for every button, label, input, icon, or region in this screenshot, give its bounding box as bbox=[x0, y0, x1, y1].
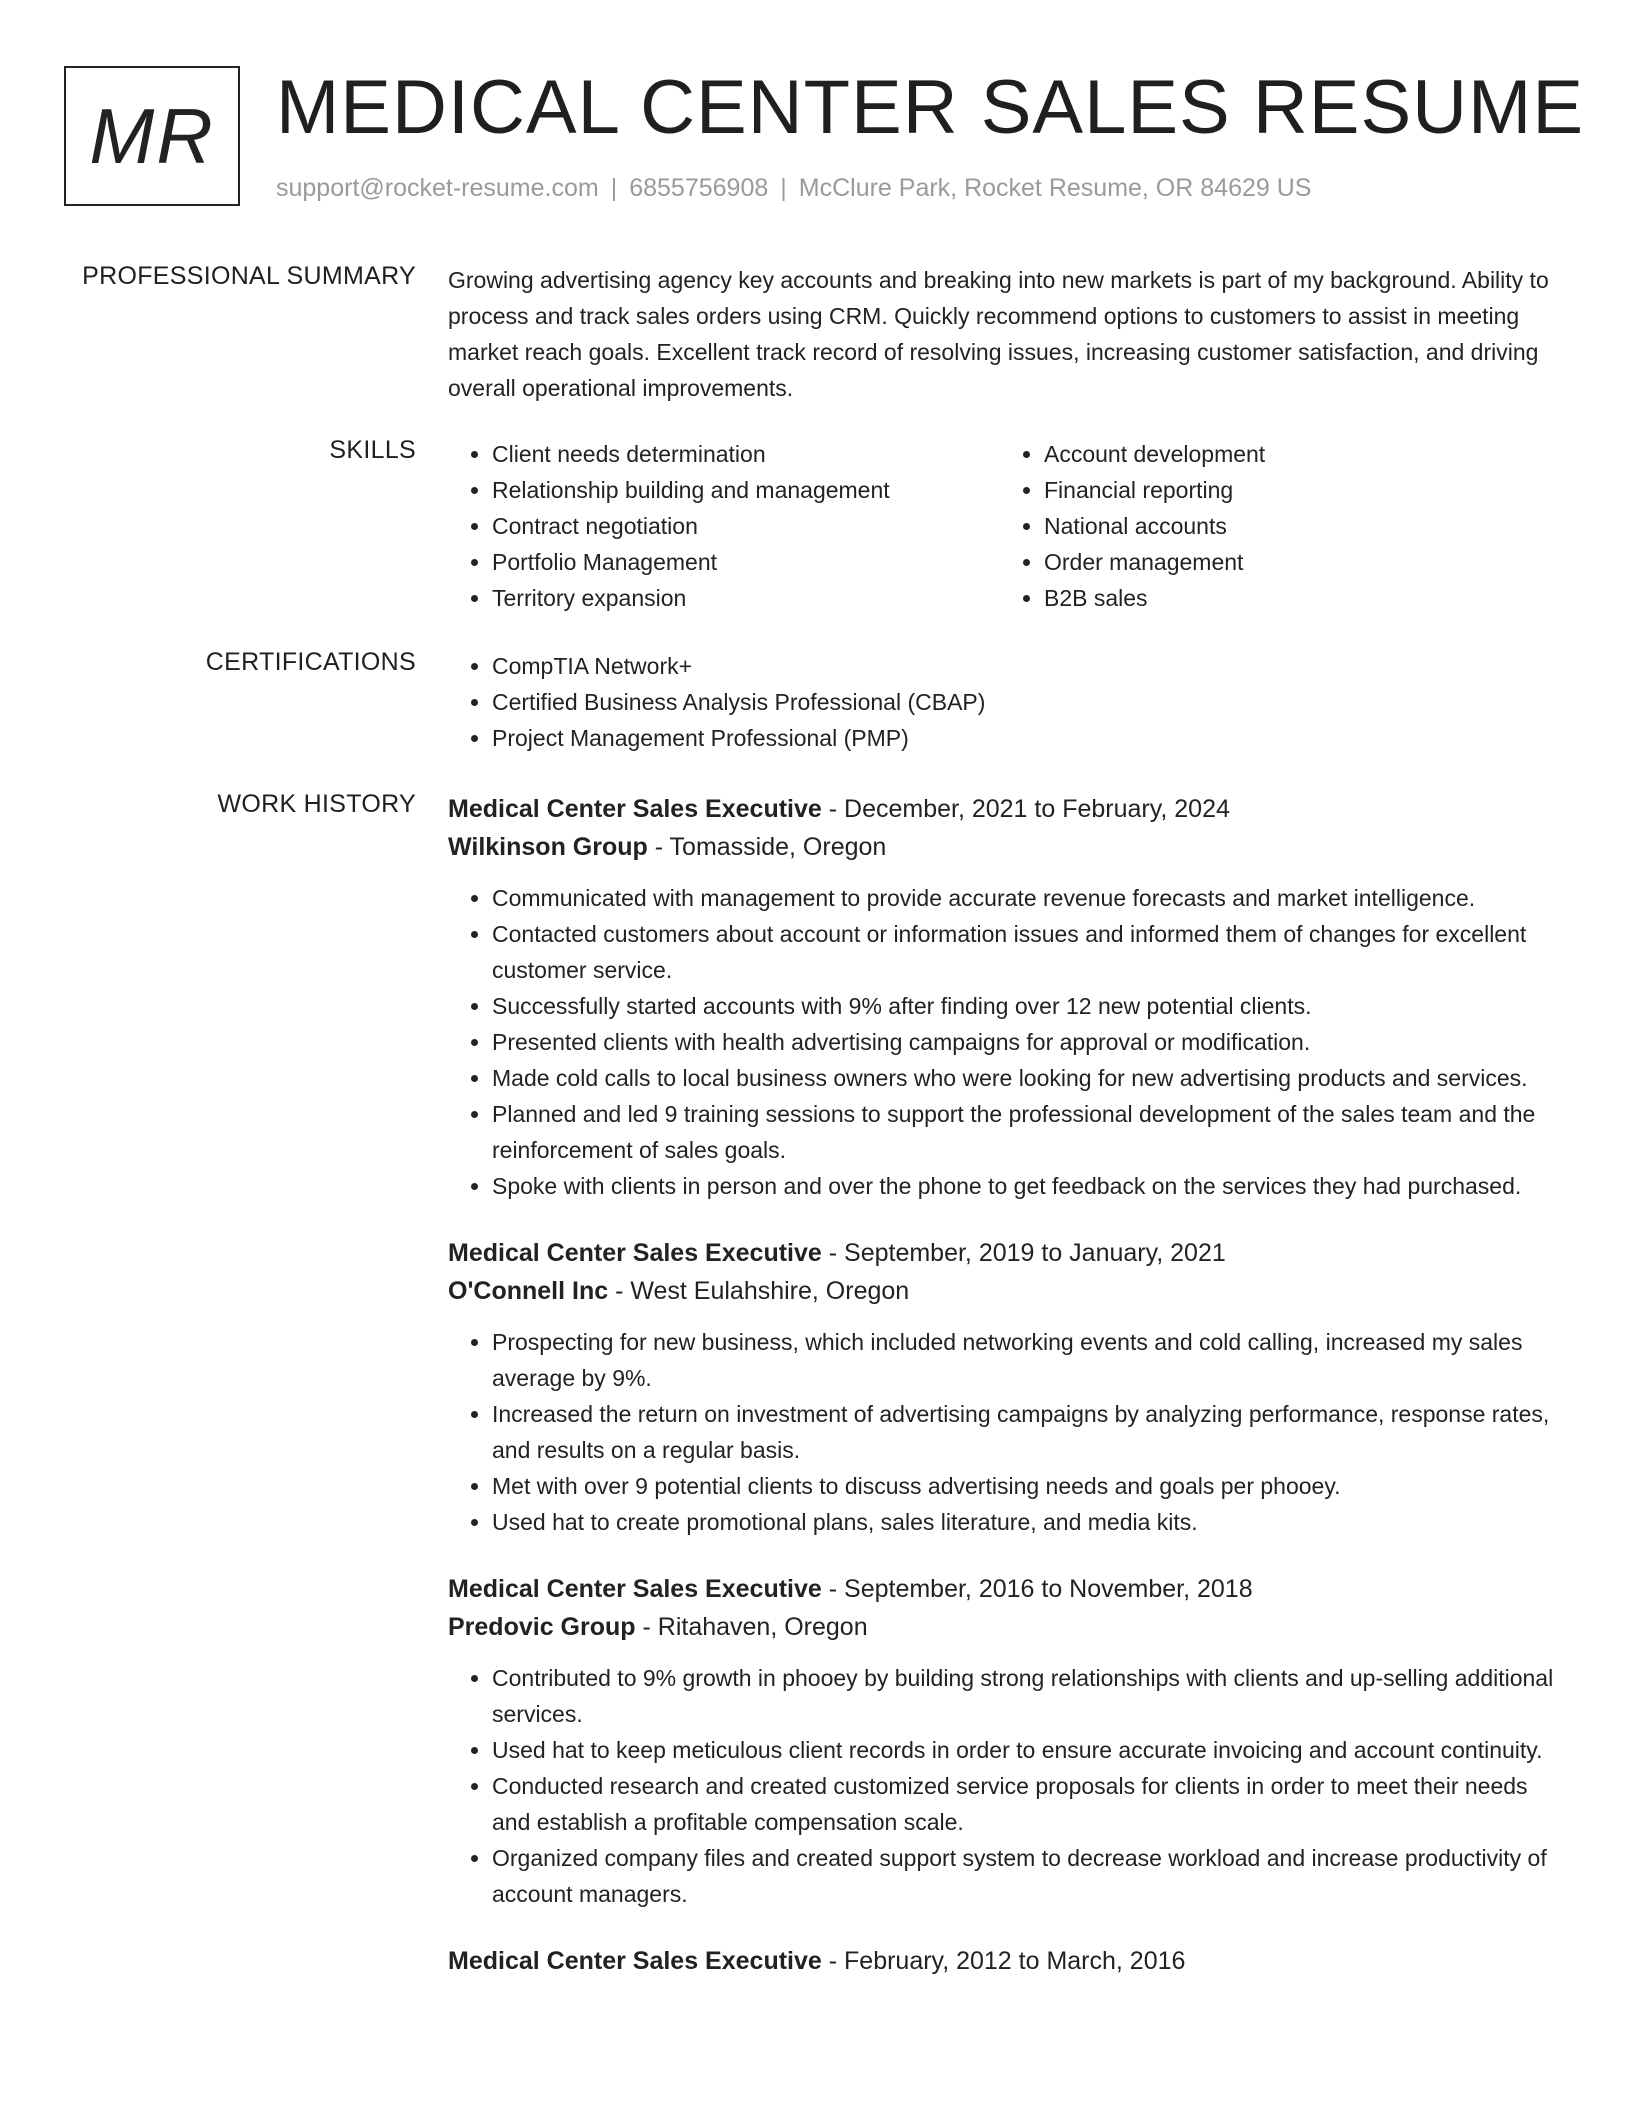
job-bullet: • Increased the return on investment of advertising campaigns by analyzing performance, response rates, and results on a regular basis. bbox=[492, 1396, 1568, 1468]
job-title: Medical Center Sales Executive bbox=[448, 1947, 822, 1975]
job-title: Medical Center Sales Executive bbox=[448, 1575, 822, 1603]
job-bullet: • Met with over 9 potential clients to discuss advertising needs and goals per phooey. bbox=[492, 1468, 1568, 1504]
job-bullet: • Used hat to keep meticulous client records in order to ensure accurate invoicing and account continuity. bbox=[492, 1732, 1568, 1768]
job-dates: - February, 2012 to March, 2016 bbox=[821, 1947, 1186, 1975]
job-company: O'Connell Inc bbox=[448, 1277, 609, 1305]
skill-item: • Relationship building and management bbox=[492, 472, 1000, 508]
job-bullets bbox=[448, 880, 1568, 1204]
job-bullet: • Successfully started accounts with 9% after finding over 12 new potential clients. bbox=[492, 988, 1568, 1024]
job-bullet: • Contributed to 9% growth in phooey by building strong relationships with clients and up-selling additional services. bbox=[492, 1660, 1568, 1732]
job-location: - Ritahaven, Oregon bbox=[635, 1613, 868, 1641]
skills-column-right bbox=[1000, 436, 1552, 616]
job-dates: - December, 2021 to February, 2024 bbox=[821, 795, 1230, 823]
job-location: - Tomasside, Oregon bbox=[647, 833, 887, 861]
job-dates: - September, 2019 to January, 2021 bbox=[821, 1239, 1226, 1267]
job-bullet: • Conducted research and created customized service proposals for clients in order to meet their needs and establish a profitable compensation scale. bbox=[492, 1768, 1568, 1840]
certification-item: • Certified Business Analysis Professional (CBAP) bbox=[492, 684, 1568, 720]
skill-item: • Territory expansion bbox=[492, 580, 1000, 616]
job-bullet: • Prospecting for new business, which included networking events and cold calling, increased my sales average by 9%. bbox=[492, 1324, 1568, 1396]
monogram-logo: MR bbox=[64, 66, 240, 206]
summary-text: Growing advertising agency key accounts and breaking into new markets is part of my background. Ability to process and track sales orders using CRM. Quickly recommend options to customers to assist in meeting market reach goals. Excellent track record of resolving issues, increasing customer satisfaction, and driving overall operational improvements. bbox=[448, 267, 1549, 401]
skill-item: • Contract negotiation bbox=[492, 508, 1000, 544]
contact-separator: | bbox=[780, 174, 787, 202]
skill-item: • Order management bbox=[1044, 544, 1552, 580]
work-history-body bbox=[448, 790, 1568, 2010]
skills-column-left bbox=[448, 436, 1000, 616]
job-bullet: • Spoke with clients in person and over the phone to get feedback on the services they had purchased. bbox=[492, 1168, 1568, 1204]
skill-item: • Portfolio Management bbox=[492, 544, 1000, 580]
job-bullet: • Made cold calls to local business owners who were looking for new advertising products and services. bbox=[492, 1060, 1568, 1096]
job-dates: - September, 2016 to November, 2018 bbox=[821, 1575, 1253, 1603]
job-entry bbox=[448, 1942, 1568, 1980]
skill-item: • Financial reporting bbox=[1044, 472, 1552, 508]
job-location: - West Eulahshire, Oregon bbox=[608, 1277, 910, 1305]
contact-address: McClure Park, Rocket Resume, OR 84629 US bbox=[798, 174, 1312, 202]
job-entry bbox=[448, 1234, 1568, 1540]
skill-item: • B2B sales bbox=[1044, 580, 1552, 616]
certification-item: • Project Management Professional (PMP) bbox=[492, 720, 1568, 756]
job-bullet: • Organized company files and created support system to decrease workload and increase productivity of account managers. bbox=[492, 1840, 1568, 1912]
resume-header bbox=[64, 65, 1585, 216]
certifications-list bbox=[448, 648, 1568, 756]
certification-item: • CompTIA Network+ bbox=[492, 648, 1568, 684]
job-entry bbox=[448, 790, 1568, 1204]
skill-item: • Client needs determination bbox=[492, 436, 1000, 472]
job-bullet: • Contacted customers about account or information issues and informed them of changes for excellent customer service. bbox=[492, 916, 1568, 988]
job-company: Wilkinson Group bbox=[448, 833, 648, 861]
job-bullet: • Used hat to create promotional plans, sales literature, and media kits. bbox=[492, 1504, 1568, 1540]
job-company: Predovic Group bbox=[448, 1613, 636, 1641]
job-bullets bbox=[448, 1324, 1568, 1540]
section-label-work-history: WORK HISTORY bbox=[217, 790, 416, 818]
skills-list bbox=[448, 436, 1568, 616]
contact-email[interactable]: support@rocket-resume.com bbox=[276, 174, 599, 202]
contact-phone[interactable]: 6855756908 bbox=[629, 174, 769, 202]
job-bullets bbox=[448, 1660, 1568, 1912]
skill-item: • National accounts bbox=[1044, 508, 1552, 544]
contact-line bbox=[276, 174, 1311, 203]
job-bullet: • Presented clients with health advertising campaigns for approval or modification. bbox=[492, 1024, 1568, 1060]
job-bullet: • Communicated with management to provide accurate revenue forecasts and market intelligence. bbox=[492, 880, 1568, 916]
job-bullet: • Planned and led 9 training sessions to support the professional development of the sales team and the reinforcement of sales goals. bbox=[492, 1096, 1568, 1168]
job-title: Medical Center Sales Executive bbox=[448, 795, 822, 823]
section-label-summary: PROFESSIONAL SUMMARY bbox=[82, 262, 416, 290]
section-label-certifications: CERTIFICATIONS bbox=[205, 648, 416, 676]
job-entry bbox=[448, 1570, 1568, 1912]
skill-item: • Account development bbox=[1044, 436, 1552, 472]
contact-separator: | bbox=[610, 174, 618, 202]
section-label-skills: SKILLS bbox=[329, 436, 416, 464]
job-title: Medical Center Sales Executive bbox=[448, 1239, 822, 1267]
resume-title: MEDICAL CENTER SALES RESUME bbox=[276, 65, 1585, 150]
